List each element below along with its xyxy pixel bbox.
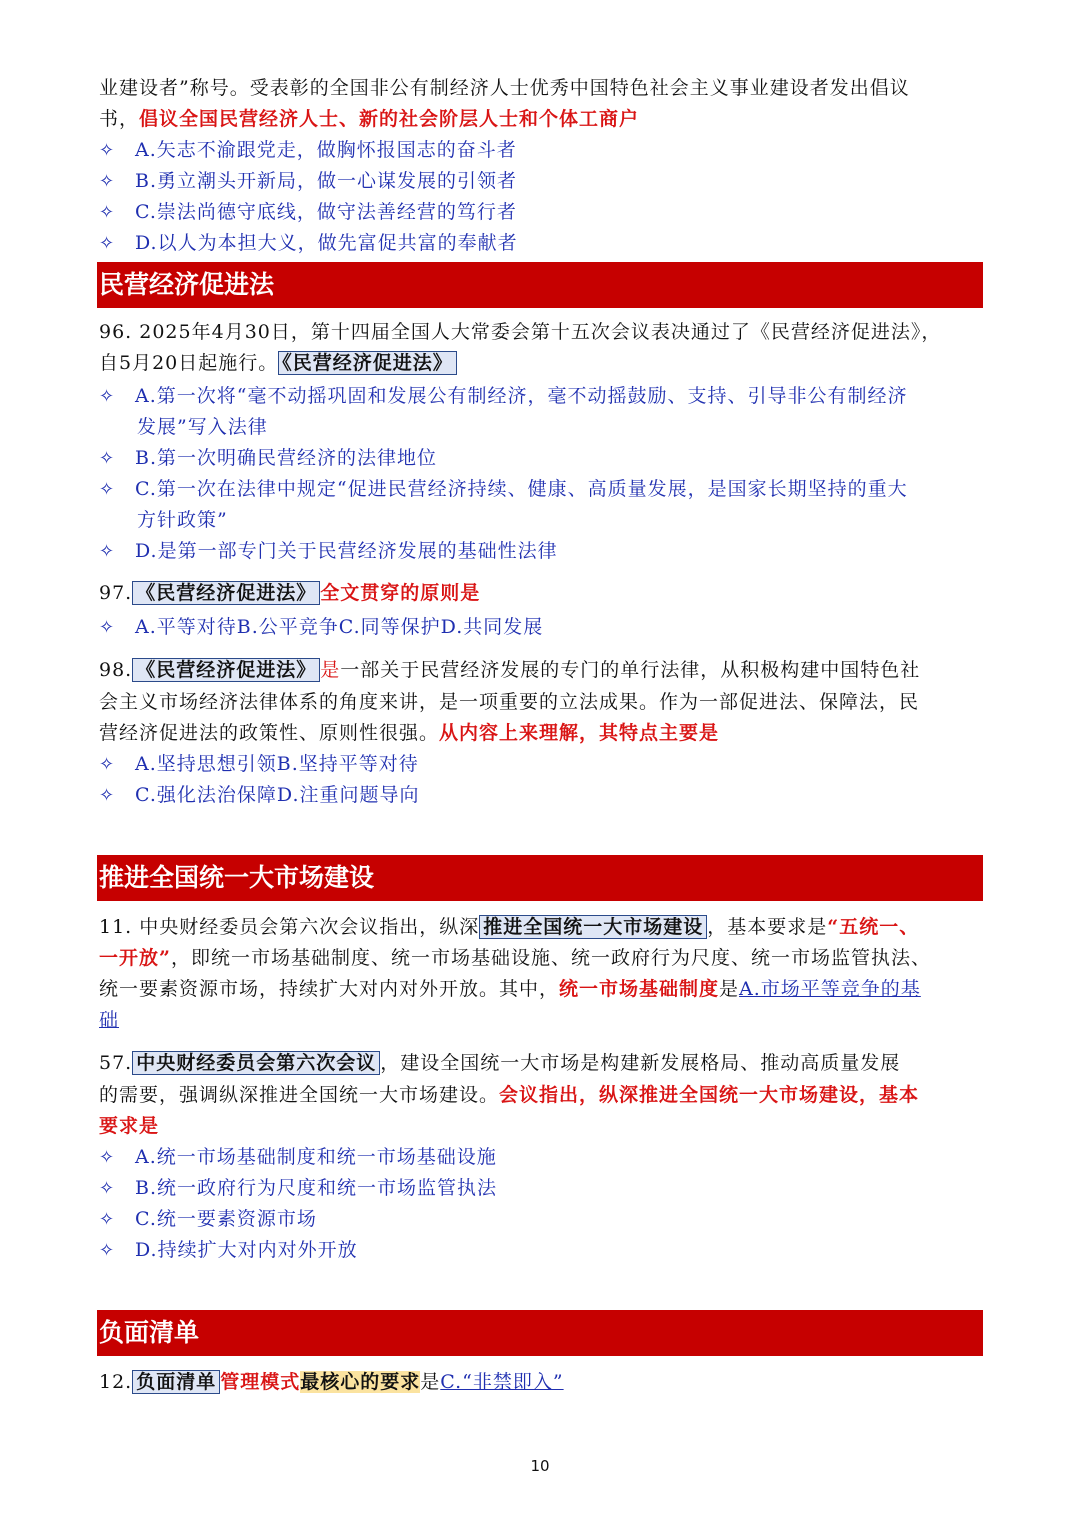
- q98-line-3: 营经济促进法的政策性、原则性很强。从内容上来理解，其特点主要是: [99, 722, 720, 744]
- diamond-bullet-icon: ✧: [99, 1178, 116, 1199]
- q96-option-a: ✧ A.第一次将“毫不动摇巩固和发展公有制经济，毫不动摇鼓励、支持、引导非公有制经济 发展”写入法律: [99, 381, 983, 443]
- q98-option-line-2: ✧ C.强化法治保障D.注重问题导向: [99, 780, 983, 811]
- diamond-bullet-icon: ✧: [99, 479, 116, 500]
- answer-link: 础: [99, 1009, 120, 1031]
- diamond-bullet-icon: ✧: [99, 202, 116, 223]
- diamond-bullet-icon: ✧: [99, 1240, 116, 1261]
- section-header-unified-market: 推进全国统一大市场建设: [97, 855, 983, 901]
- q98-line-2: 会主义市场经济法律体系的角度来讲，是一项重要的立法成果。作为一部促进法、保障法，民: [99, 691, 920, 713]
- answer-link: C.“非禁即入”: [440, 1371, 564, 1393]
- section-header-private-economy-law: 民营经济促进法: [97, 262, 983, 308]
- q11-line-2: 一开放”，即统一市场基础制度、统一市场基础设施、统一政府行为尺度、统一市场监管执法、: [99, 947, 931, 969]
- q57-line-1: 57. 中央财经委员会第六次会议 ，建设全国统一大市场是构建新发展格局、推动高质量发展: [99, 1052, 901, 1074]
- keyword-box: 《民营经济促进法》: [132, 658, 320, 682]
- diamond-bullet-icon: ✧: [99, 140, 116, 161]
- intro-option-c: ✧ C.崇法尚德守底线，做守法善经营的笃行者: [99, 197, 983, 228]
- diamond-bullet-icon: ✧: [99, 754, 116, 775]
- intro-line-2: 书，倡议全国民营经济人士、新的社会阶层人士和个体工商户: [99, 108, 640, 130]
- keyword-box: 推进全国统一大市场建设: [479, 915, 707, 939]
- q11-line-3: 统一要素资源市场，持续扩大对内对外开放。其中，统一市场基础制度是A.市场平等竞争的基: [99, 978, 921, 1000]
- q57-line-3: 要求是: [99, 1115, 160, 1137]
- q96-option-d: ✧ D.是第一部专门关于民营经济发展的基础性法律: [99, 536, 983, 567]
- q57-option-a: ✧ A.统一市场基础制度和统一市场基础设施: [99, 1142, 983, 1173]
- diamond-bullet-icon: ✧: [99, 1209, 116, 1230]
- intro-line-1: 业建设者”称号。受表彰的全国非公有制经济人士优秀中国特色社会主义事业建设者发出倡议: [99, 77, 910, 99]
- page-number: 10: [530, 1457, 550, 1475]
- q97-question: 97. 《民营经济促进法》 全文贯穿的原则是: [99, 582, 481, 604]
- diamond-bullet-icon: ✧: [99, 541, 116, 562]
- q96-option-c: ✧ C.第一次在法律中规定“促进民营经济持续、健康、高质量发展，是国家长期坚持的重大 方针政策”: [99, 474, 983, 536]
- keyword-box: 《民营经济促进法》: [278, 351, 457, 375]
- q96-option-b: ✧ B.第一次明确民营经济的法律地位: [99, 443, 983, 474]
- q97-options: ✧ A.平等对待B.公平竞争C.同等保护D.共同发展: [99, 612, 983, 643]
- diamond-bullet-icon: ✧: [99, 617, 116, 638]
- q96-line-2: 自5月20日起施行。 《民营经济促进法》: [99, 348, 983, 379]
- q57-line-2: 的需要，强调纵深推进全国统一大市场建设。会议指出，纵深推进全国统一大市场建设，基本: [99, 1084, 920, 1106]
- diamond-bullet-icon: ✧: [99, 386, 116, 407]
- q98-line-1: 98. 《民营经济促进法》 是一部关于民营经济发展的专门的单行法律，从积极构建中国特色社: [99, 659, 921, 681]
- q11-line-4: [99, 1005, 983, 1036]
- keyword-box: 《民营经济促进法》: [132, 581, 320, 605]
- q57-option-b: ✧ B.统一政府行为尺度和统一市场监管执法: [99, 1173, 983, 1204]
- q98-option-line-1: ✧ A.坚持思想引领B.坚持平等对待: [99, 749, 983, 780]
- highlight-text: 最核心的要求: [300, 1371, 421, 1393]
- intro-option-b: ✧ B.勇立潮头开新局，做一心谋发展的引领者: [99, 166, 983, 197]
- diamond-bullet-icon: ✧: [99, 448, 116, 469]
- q96-line-1: 96. 2025年4月30日，第十四届全国人大常委会第十五次会议表决通过了《民营经济促进法》，: [99, 321, 942, 343]
- q57-option-c: ✧ C.统一要素资源市场: [99, 1204, 983, 1235]
- section-header-negative-list: 负面清单: [97, 1310, 983, 1356]
- diamond-bullet-icon: ✧: [99, 1147, 116, 1168]
- diamond-bullet-icon: ✧: [99, 171, 116, 192]
- keyword-box: 负面清单: [132, 1370, 220, 1394]
- diamond-bullet-icon: ✧: [99, 233, 116, 254]
- q57-option-d: ✧ D.持续扩大对内对外开放: [99, 1235, 983, 1266]
- intro-option-d: ✧ D.以人为本担大义，做先富促共富的奉献者: [99, 228, 983, 259]
- intro-option-a: ✧ A.矢志不渝跟党走，做胸怀报国志的奋斗者: [99, 135, 983, 166]
- answer-link: A.市场平等竞争的基: [739, 978, 921, 1000]
- diamond-bullet-icon: ✧: [99, 785, 116, 806]
- keyword-box: 中央财经委员会第六次会议: [132, 1051, 380, 1075]
- q12-question: 12. 负面清单 管理模式最核心的要求是C.“非禁即入”: [99, 1371, 564, 1393]
- q11-line-1: 11. 中央财经委员会第六次会议指出，纵深 推进全国统一大市场建设 ，基本要求是“五统一、: [99, 916, 920, 938]
